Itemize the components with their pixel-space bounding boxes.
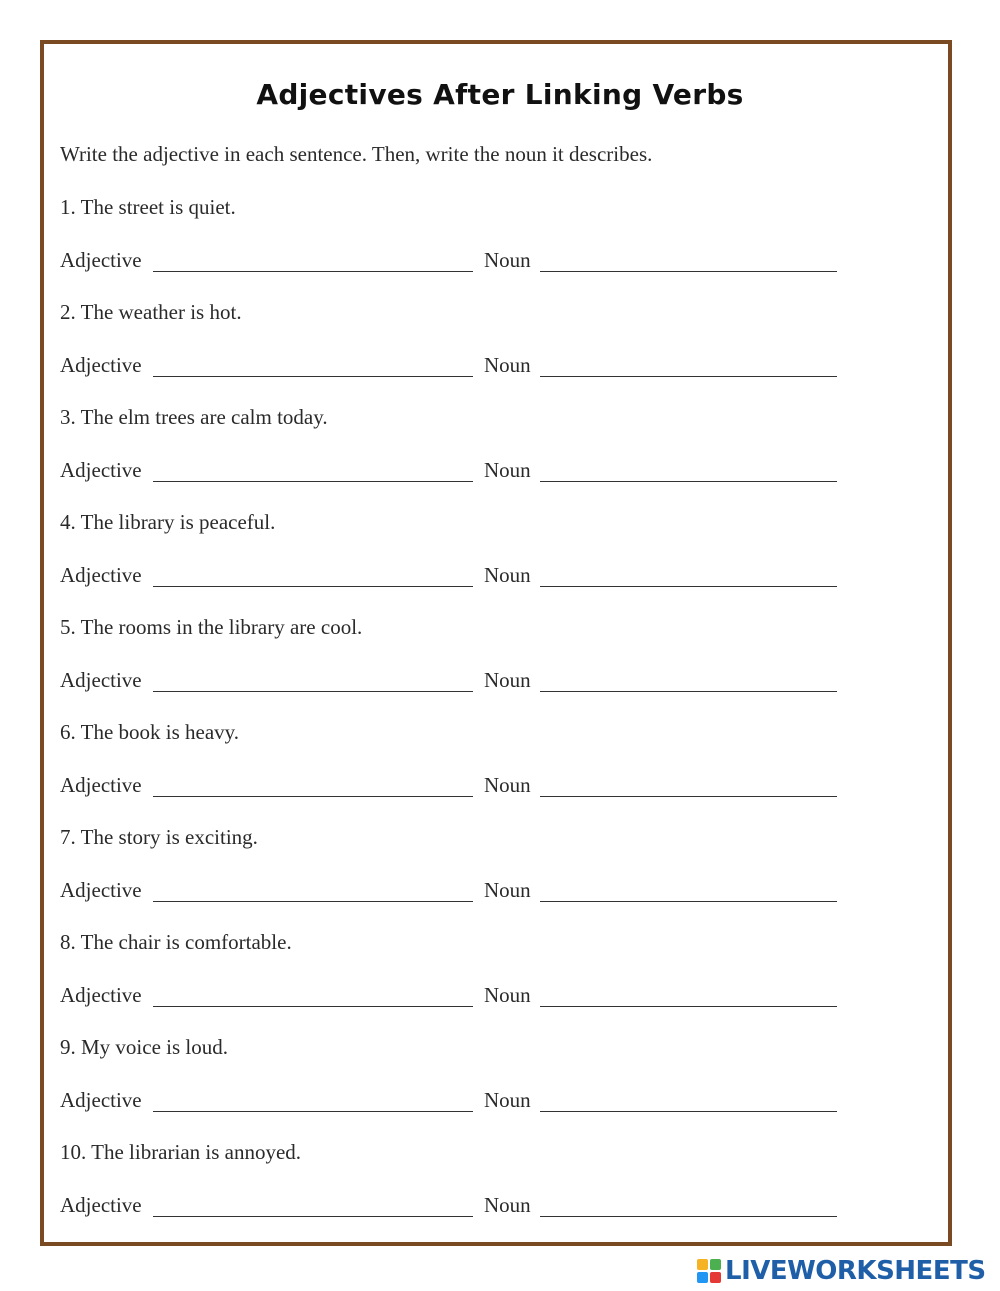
adjective-label: Adjective xyxy=(60,1087,142,1112)
worksheet-title: Adjectives After Linking Verbs xyxy=(256,78,744,111)
noun-answer-blank[interactable] xyxy=(540,691,837,692)
question-item xyxy=(60,194,920,299)
question-sentence: 7. The story is exciting. xyxy=(60,825,258,849)
answer-row xyxy=(60,457,920,510)
question-sentence: 9. My voice is loud. xyxy=(60,1035,228,1059)
noun-label: Noun xyxy=(484,562,531,587)
question-item xyxy=(60,404,920,509)
adjective-label: Adjective xyxy=(60,877,142,902)
question-sentence: 10. The librarian is annoyed. xyxy=(60,1140,302,1164)
question-item xyxy=(60,509,920,614)
noun-answer-blank[interactable] xyxy=(540,1111,837,1112)
answer-row xyxy=(60,1192,920,1245)
noun-label: Noun xyxy=(484,772,531,797)
adjective-label: Adjective xyxy=(60,352,142,377)
question-item xyxy=(60,299,920,404)
answer-row xyxy=(60,877,920,930)
question-item xyxy=(60,1139,920,1244)
adjective-label: Adjective xyxy=(60,667,142,692)
answer-row xyxy=(60,772,920,825)
noun-label: Noun xyxy=(484,457,531,482)
noun-answer-blank[interactable] xyxy=(540,1216,837,1217)
answer-row xyxy=(60,667,920,720)
noun-label: Noun xyxy=(484,352,531,377)
adjective-answer-blank[interactable] xyxy=(153,376,473,377)
answer-row xyxy=(60,1087,920,1140)
adjective-label: Adjective xyxy=(60,562,142,587)
question-sentence: 4. The library is peaceful. xyxy=(60,510,276,534)
noun-answer-blank[interactable] xyxy=(540,1006,837,1007)
instructions-text: Write the adjective in each sentence. Then, write the noun it describes. xyxy=(60,142,653,166)
answer-row xyxy=(60,562,920,615)
logo-block xyxy=(697,1272,708,1283)
noun-label: Noun xyxy=(484,1087,531,1112)
noun-answer-blank[interactable] xyxy=(540,901,837,902)
noun-answer-blank[interactable] xyxy=(540,481,837,482)
question-sentence: 2. The weather is hot. xyxy=(60,300,242,324)
adjective-answer-blank[interactable] xyxy=(153,901,473,902)
noun-answer-blank[interactable] xyxy=(540,271,837,272)
answer-row xyxy=(60,247,920,300)
question-sentence: 8. The chair is comfortable. xyxy=(60,930,292,954)
liveworksheets-watermark[interactable] xyxy=(697,1254,986,1288)
adjective-label: Adjective xyxy=(60,1192,142,1217)
question-item xyxy=(60,719,920,824)
question-item xyxy=(60,929,920,1034)
logo-block xyxy=(710,1272,721,1283)
answer-row xyxy=(60,982,920,1035)
adjective-label: Adjective xyxy=(60,982,142,1007)
noun-answer-blank[interactable] xyxy=(540,376,837,377)
adjective-answer-blank[interactable] xyxy=(153,691,473,692)
logo-block xyxy=(710,1259,721,1270)
adjective-answer-blank[interactable] xyxy=(153,481,473,482)
question-item xyxy=(60,824,920,929)
question-sentence: 5. The rooms in the library are cool. xyxy=(60,615,363,639)
logo-block xyxy=(697,1259,708,1270)
watermark-text: LIVEWORKSHEETS xyxy=(725,1256,986,1286)
question-item xyxy=(60,614,920,719)
adjective-answer-blank[interactable] xyxy=(153,1111,473,1112)
adjective-answer-blank[interactable] xyxy=(153,1216,473,1217)
adjective-answer-blank[interactable] xyxy=(153,1006,473,1007)
noun-answer-blank[interactable] xyxy=(540,586,837,587)
question-sentence: 6. The book is heavy. xyxy=(60,720,240,744)
questions-list xyxy=(60,194,920,1244)
question-sentence: 1. The street is quiet. xyxy=(60,195,236,219)
noun-label: Noun xyxy=(484,667,531,692)
noun-label: Noun xyxy=(484,1192,531,1217)
noun-label: Noun xyxy=(484,877,531,902)
liveworksheets-logo-icon xyxy=(697,1259,721,1283)
adjective-label: Adjective xyxy=(60,457,142,482)
question-sentence: 3. The elm trees are calm today. xyxy=(60,405,328,429)
adjective-label: Adjective xyxy=(60,247,142,272)
adjective-label: Adjective xyxy=(60,772,142,797)
adjective-answer-blank[interactable] xyxy=(153,271,473,272)
noun-answer-blank[interactable] xyxy=(540,796,837,797)
noun-label: Noun xyxy=(484,982,531,1007)
adjective-answer-blank[interactable] xyxy=(153,796,473,797)
answer-row xyxy=(60,352,920,405)
adjective-answer-blank[interactable] xyxy=(153,586,473,587)
noun-label: Noun xyxy=(484,247,531,272)
question-item xyxy=(60,1034,920,1139)
